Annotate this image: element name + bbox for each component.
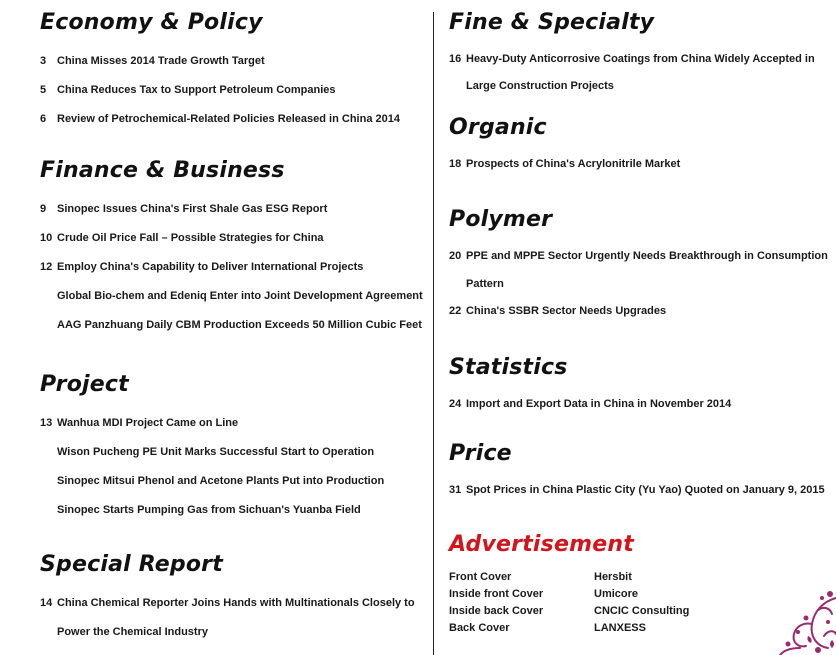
toc-entry[interactable] [449,80,614,92]
entry-title: Wanhua MDI Project Came on Line [57,417,239,429]
toc-entry[interactable] [40,417,238,429]
toc-entry[interactable] [40,290,423,302]
entry-title: Large Construction Projects [466,80,614,92]
toc-entry[interactable] [449,250,828,262]
entry-title: Global Bio-chem and Edeniq Enter into Joint Development Agreement [57,290,423,302]
toc-entry[interactable] [449,278,504,290]
entry-title: China Chemical Reporter Joins Hands with Multinationals Closely to [57,597,415,609]
entry-title: China Misses 2014 Trade Growth Target [57,55,265,67]
entry-title: Spot Prices in China Plastic City (Yu Yao) Quoted on January 9, 2015 [466,484,825,496]
section-title-advertisement: Advertisement [449,532,634,557]
entry-title: Employ China's Capability to Deliver International Projects [57,261,364,273]
ad-position: Inside front Cover [449,588,544,600]
toc-entry[interactable] [40,84,336,96]
section-title-special-report: Special Report [40,552,223,577]
section-title-price: Price [449,441,512,466]
page-number: 3 [40,55,47,67]
page-number: 5 [40,84,47,96]
entry-title: Wison Pucheng PE Unit Marks Successful Start to Operation [57,446,375,458]
page-number: 13 [40,417,53,429]
section-title-fine-specialty: Fine & Specialty [449,10,655,35]
entry-title: China Reduces Tax to Support Petroleum Companies [57,84,336,96]
ad-position: Back Cover [449,622,510,634]
toc-entry[interactable] [40,261,363,273]
toc-entry[interactable] [40,597,415,609]
toc-entry[interactable] [40,626,208,638]
section-title-economy: Economy & Policy [40,10,263,35]
toc-entry[interactable] [449,158,680,170]
toc-entry[interactable] [40,319,422,331]
floral-swirl-icon [778,588,836,655]
entry-title: Import and Export Data in China in November 2014 [466,398,732,410]
toc-entry[interactable] [449,484,825,496]
toc-entry[interactable] [40,113,400,125]
entry-title: Crude Oil Price Fall – Possible Strategies for China [57,232,324,244]
toc-entry[interactable] [449,398,731,410]
toc-entry[interactable] [449,305,666,317]
page-number: 14 [40,597,53,609]
column-divider [433,12,434,655]
page-number: 31 [449,484,462,496]
page-number: 20 [449,250,462,262]
ad-advertiser: CNCIC Consulting [594,605,690,617]
section-title-finance: Finance & Business [40,158,285,183]
entry-title: Sinopec Issues China's First Shale Gas ESG Report [57,203,328,215]
entry-title: China's SSBR Sector Needs Upgrades [466,305,667,317]
entry-title: Pattern [466,278,504,290]
entry-title: PPE and MPPE Sector Urgently Needs Breakthrough in Consumption [466,250,828,262]
page-number: 24 [449,398,462,410]
entry-title: Sinopec Starts Pumping Gas from Sichuan's Yuanba Field [57,504,361,516]
page-number: 10 [40,232,53,244]
page-number: 16 [449,53,462,65]
ad-position: Front Cover [449,571,512,583]
page-number: 6 [40,113,47,125]
toc-entry[interactable] [40,446,374,458]
toc-entry[interactable] [40,504,361,516]
entry-title: AAG Panzhuang Daily CBM Production Exceeds 50 Million Cubic Feet [57,319,422,331]
ad-advertiser: Umicore [594,588,639,600]
section-title-polymer: Polymer [449,207,553,232]
toc-entry[interactable] [40,55,265,67]
page-number: 12 [40,261,53,273]
section-title-statistics: Statistics [449,355,568,380]
toc-entry[interactable] [40,475,384,487]
page-number: 22 [449,305,462,317]
page-number: 18 [449,158,462,170]
entry-title: Sinopec Mitsui Phenol and Acetone Plants Put into Production [57,475,385,487]
ad-advertiser: Hersbit [594,571,632,583]
ad-position: Inside back Cover [449,605,544,617]
ad-advertiser: LANXESS [594,622,646,634]
toc-entry[interactable] [40,203,327,215]
entry-title: Heavy-Duty Anticorrosive Coatings from China Widely Accepted in [466,53,815,65]
toc-entry[interactable] [449,53,815,65]
section-title-organic: Organic [449,115,547,140]
entry-title: Prospects of China's Acrylonitrile Market [466,158,681,170]
section-title-project: Project [40,372,129,397]
toc-entry[interactable] [40,232,324,244]
entry-title: Review of Petrochemical-Related Policies Released in China 2014 [57,113,400,125]
entry-title: Power the Chemical Industry [57,626,208,638]
page-number: 9 [40,203,47,215]
